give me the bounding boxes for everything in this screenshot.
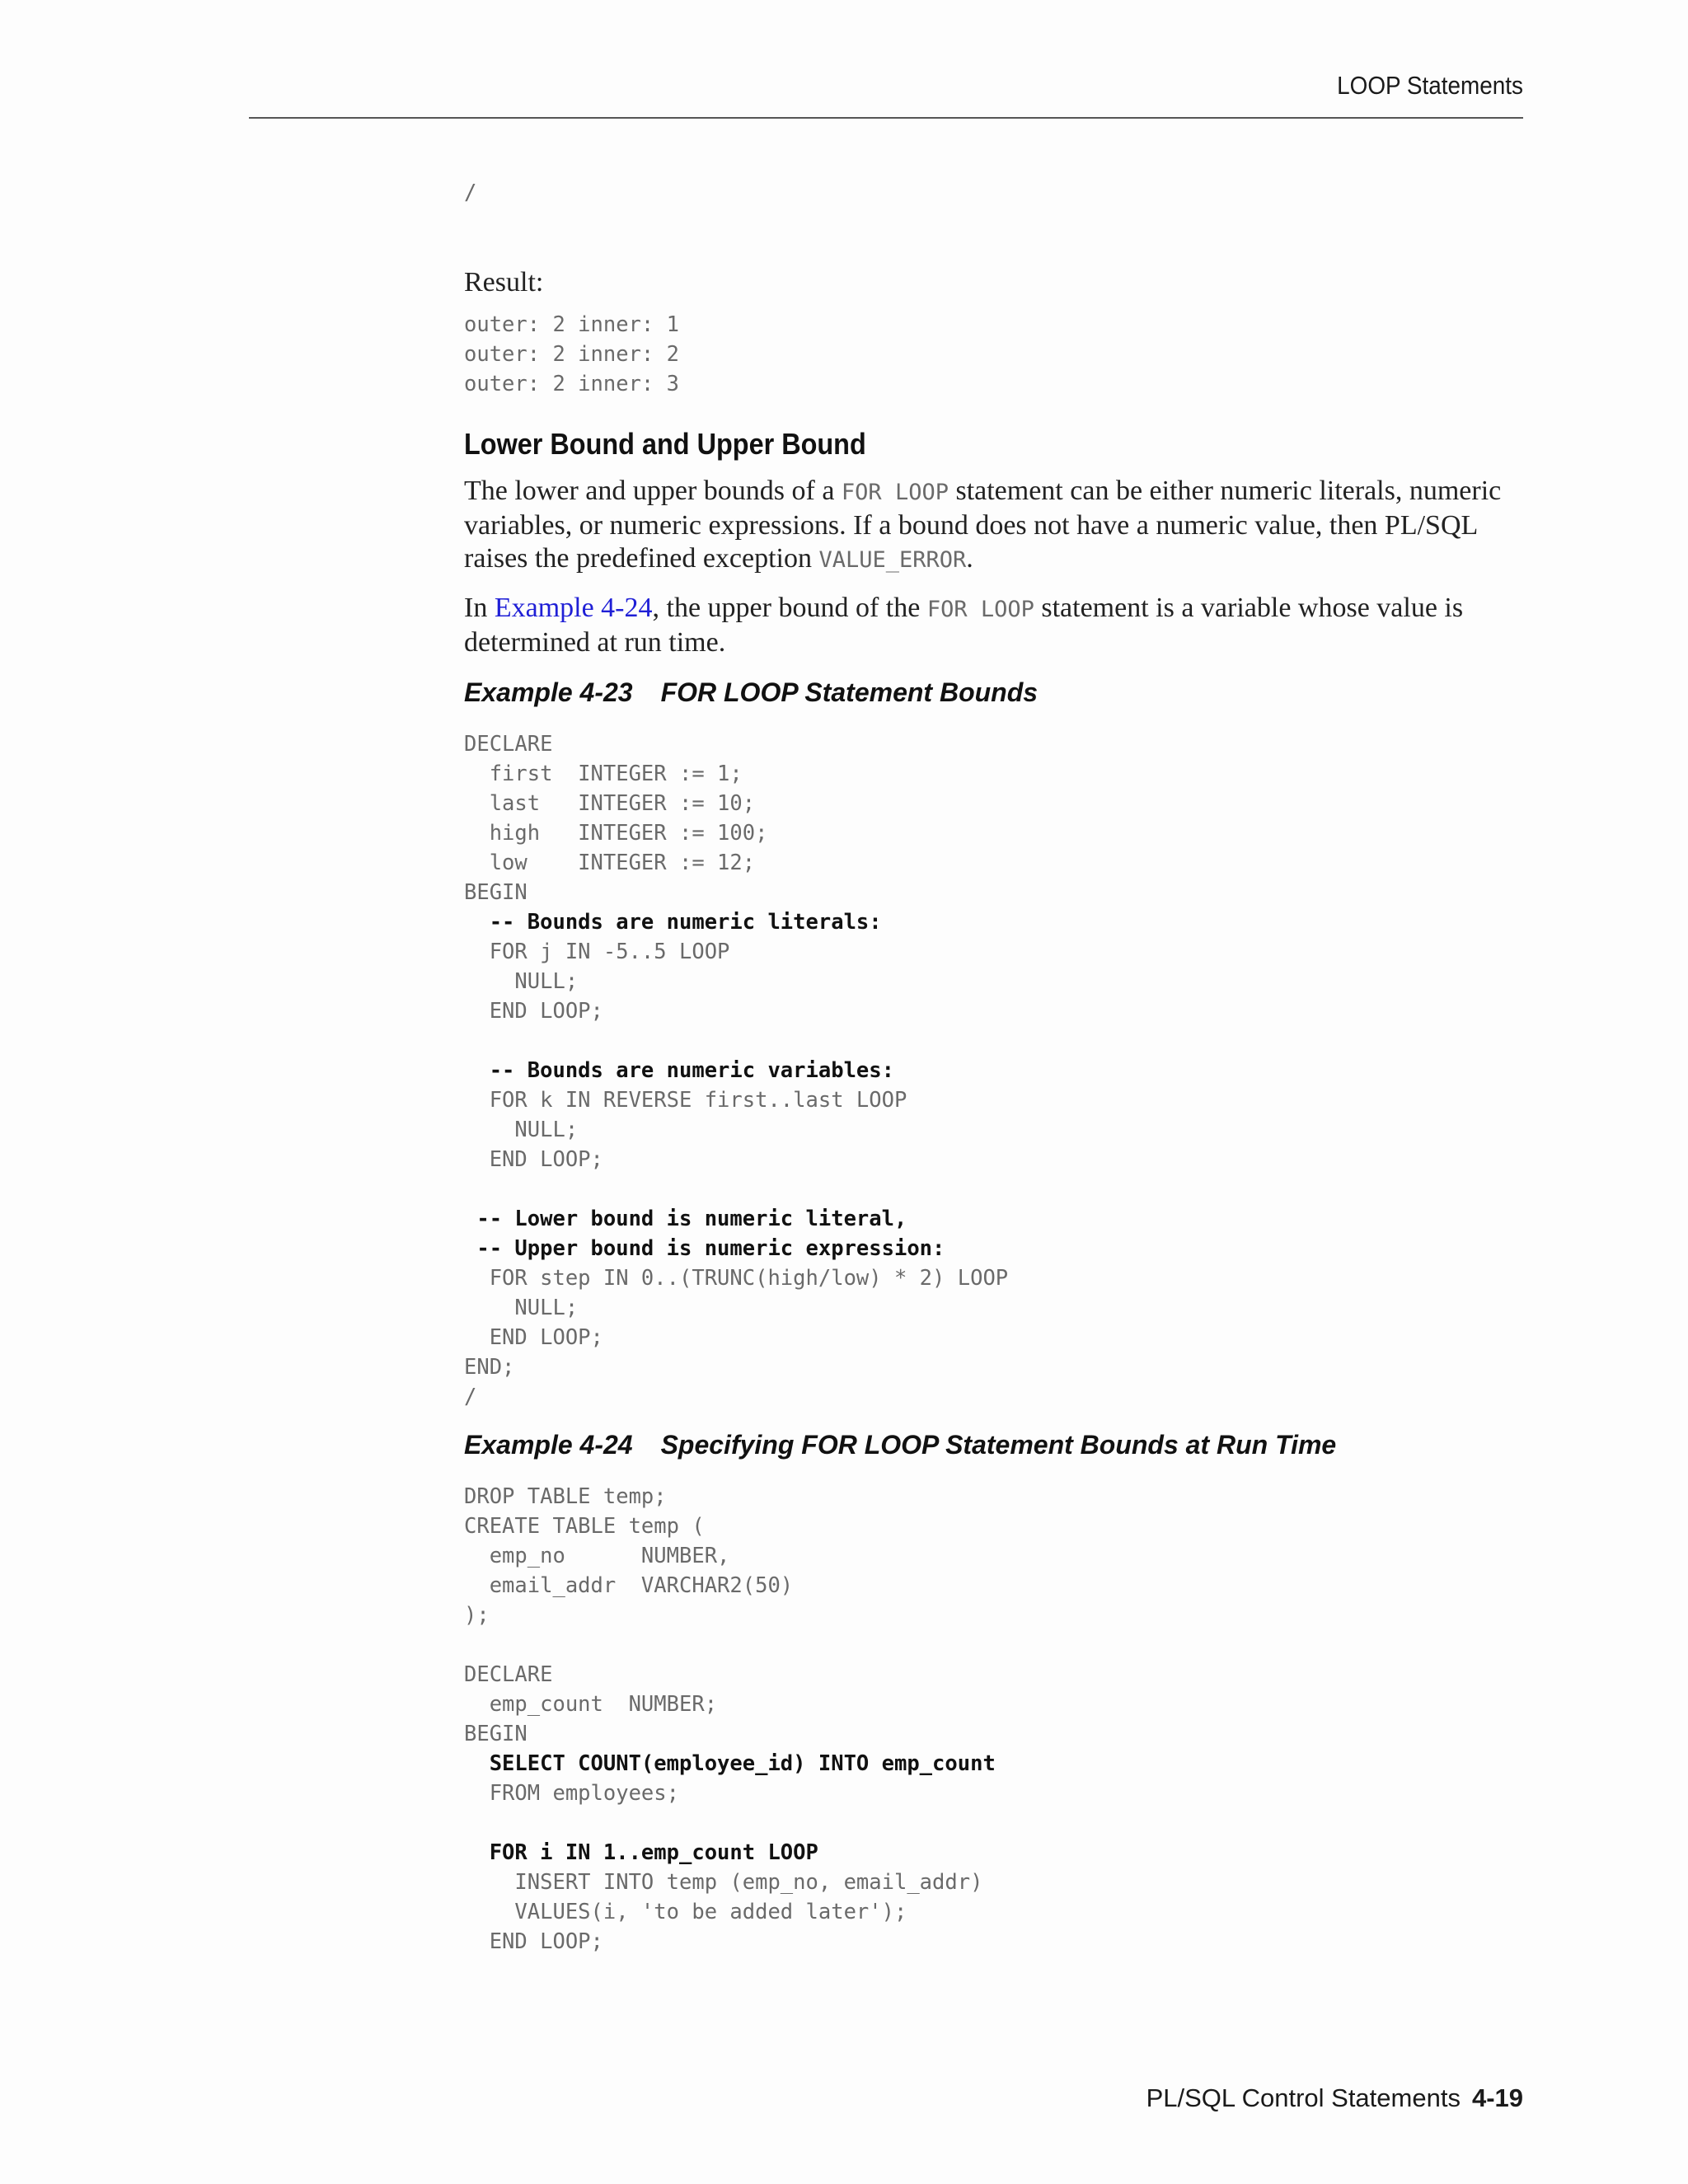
example-4-24-title: Example 4-24 Specifying FOR LOOP Statement Bounds at Run Time	[464, 1430, 1337, 1460]
code-line: SELECT COUNT(employee_id) INTO emp_count	[464, 1751, 996, 1776]
code-fragment: /	[464, 180, 477, 205]
paragraph-runtime: In Example 4-24, the upper bound of the FOR LOOP statement is a variable whose value is determined at run time.	[464, 593, 1464, 658]
result-label: Result:	[464, 267, 544, 298]
result-output: outer: 2 inner: 1 outer: 2 inner: 2 outer: 2 inner: 3	[464, 312, 679, 396]
code-line: high INTEGER := 100;	[464, 821, 768, 846]
code-line: DECLARE	[464, 732, 553, 757]
code-line: FOR j IN -5..5 LOOP	[464, 940, 730, 964]
code-line: END;	[464, 1355, 515, 1380]
code-line: FOR i IN 1..emp_count LOOP	[464, 1840, 818, 1865]
code-line: DECLARE	[464, 1662, 553, 1687]
code-line: NULL;	[464, 1118, 579, 1142]
code-line: CREATE TABLE temp (	[464, 1514, 705, 1539]
inline-code: FOR LOOP	[841, 480, 949, 505]
code-line: FROM employees;	[464, 1781, 679, 1806]
code-line: emp_no NUMBER,	[464, 1544, 730, 1568]
running-header: LOOP Statements	[1337, 71, 1523, 100]
code-line: DROP TABLE temp;	[464, 1484, 667, 1509]
page-number: 4-19	[1471, 2083, 1523, 2112]
code-line: FOR k IN REVERSE first..last LOOP	[464, 1088, 907, 1113]
code-line: END LOOP;	[464, 1929, 603, 1954]
footer-book-title: PL/SQL Control Statements	[1146, 2083, 1461, 2112]
code-line: first INTEGER := 1;	[464, 762, 743, 786]
code-line: BEGIN	[464, 1722, 528, 1746]
code-line: NULL;	[464, 969, 579, 994]
code-line: FOR step IN 0..(TRUNC(high/low) * 2) LOOP	[464, 1266, 1009, 1291]
code-line: );	[464, 1603, 490, 1628]
code-line: END LOOP;	[464, 1325, 603, 1350]
inline-code: FOR LOOP	[926, 597, 1034, 622]
example-4-23-title: Example 4-23 FOR LOOP Statement Bounds	[464, 677, 1039, 707]
header-rule	[249, 117, 1523, 119]
code-line: VALUES(i, 'to be added later');	[464, 1900, 907, 1924]
code-block-example-4-24	[464, 1482, 1527, 1957]
page-footer	[1146, 2083, 1523, 2113]
code-line: /	[464, 1385, 477, 1409]
inline-code: VALUE_ERROR	[818, 547, 967, 573]
code-line: -- Bounds are numeric variables:	[464, 1058, 894, 1083]
code-line: END LOOP;	[464, 999, 603, 1024]
paragraph-bounds: The lower and upper bounds of a FOR LOOP statement can be either numeric literals, numeric variables, or numeric expressions. If a bound does not have a numeric value, then PL/SQL raises the predefined exception VALUE_ERROR.	[464, 476, 1502, 574]
code-line: BEGIN	[464, 880, 528, 905]
code-line: email_addr VARCHAR2(50)	[464, 1573, 794, 1598]
page-content	[464, 178, 1527, 1957]
code-line: END LOOP;	[464, 1147, 603, 1172]
code-line: -- Upper bound is numeric expression:	[464, 1236, 945, 1261]
code-line: NULL;	[464, 1296, 579, 1320]
code-block-example-4-23	[464, 729, 1527, 1412]
code-line: low INTEGER := 12;	[464, 851, 756, 875]
example-4-24-link[interactable]: Example 4-24	[494, 593, 653, 623]
code-line: -- Lower bound is numeric literal,	[464, 1207, 907, 1231]
code-line: -- Bounds are numeric literals:	[464, 910, 882, 935]
code-line: INSERT INTO temp (emp_no, email_addr)	[464, 1870, 983, 1895]
section-heading: Lower Bound and Upper Bound	[464, 427, 866, 461]
code-line: emp_count NUMBER;	[464, 1692, 718, 1717]
code-line: last INTEGER := 10;	[464, 791, 756, 816]
